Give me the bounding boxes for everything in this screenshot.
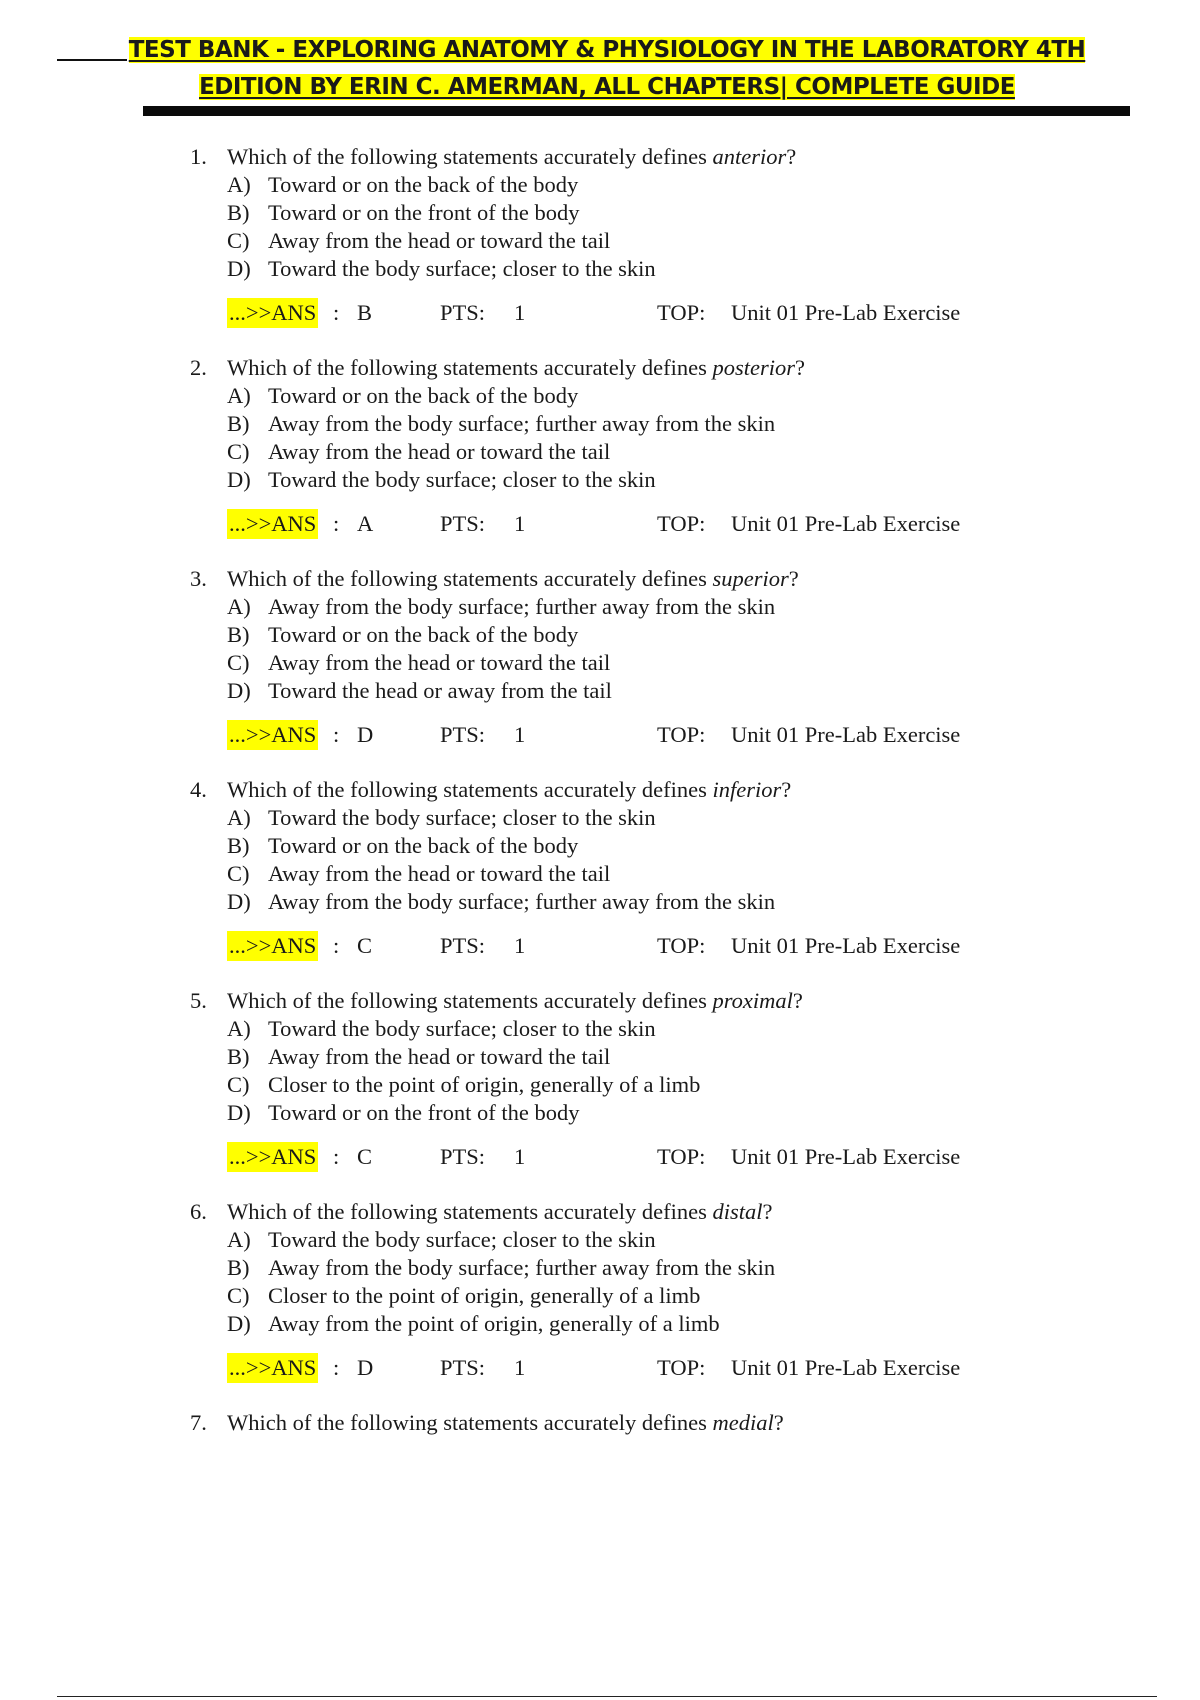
option-item [227, 1099, 1090, 1127]
option-item [227, 466, 1090, 494]
answer-row [227, 298, 1090, 328]
option-letter: C) [227, 228, 250, 253]
question-suffix: ? [794, 355, 805, 380]
question-item [190, 564, 1090, 750]
answer-value: D [357, 722, 374, 747]
title-line-2: EDITION BY ERIN C. AMERMAN, ALL CHAPTERS| COMPLETE GUIDE [199, 74, 1015, 100]
question-prefix: Which of the following statements accurately defines [227, 144, 713, 169]
option-letter: A) [227, 1227, 251, 1252]
answer-colon: : [333, 1355, 340, 1380]
points-value: 1 [514, 933, 526, 958]
question-text [227, 1197, 772, 1226]
topic-value: Unit 01 Pre-Lab Exercise [731, 300, 961, 325]
option-item [227, 621, 1090, 649]
option-list [227, 1226, 1090, 1338]
option-item [227, 1254, 1090, 1282]
question-prefix: Which of the following statements accurately defines [227, 777, 713, 802]
question-stem [190, 1197, 1090, 1226]
option-item [227, 593, 1090, 621]
option-item [227, 199, 1090, 227]
question-prefix: Which of the following statements accurately defines [227, 988, 713, 1013]
option-item [227, 677, 1090, 705]
answer-colon: : [333, 1144, 340, 1169]
option-letter: B) [227, 411, 250, 436]
option-text: Toward the body surface; closer to the skin [268, 467, 656, 492]
answer-label: ...>>ANS [227, 1353, 318, 1383]
answer-label: ...>>ANS [227, 931, 318, 961]
option-text: Away from the head or toward the tail [268, 861, 611, 886]
answer-colon: : [333, 933, 340, 958]
option-item [227, 410, 1090, 438]
question-suffix: ? [788, 566, 799, 591]
option-text: Away from the head or toward the tail [268, 1044, 611, 1069]
question-number: 3. [190, 566, 207, 591]
topic-value: Unit 01 Pre-Lab Exercise [731, 1144, 961, 1169]
question-term: posterior [712, 355, 795, 380]
option-letter: A) [227, 594, 251, 619]
option-letter: A) [227, 383, 251, 408]
question-suffix: ? [786, 144, 797, 169]
option-text: Away from the head or toward the tail [268, 650, 611, 675]
option-item [227, 1071, 1090, 1099]
answer-colon: : [333, 722, 340, 747]
points-label: PTS: [440, 1144, 486, 1169]
question-text [227, 353, 805, 382]
footer-rule [57, 1696, 1157, 1697]
question-prefix: Which of the following statements accurately defines [227, 355, 713, 380]
question-prefix: Which of the following statements accurately defines [227, 1410, 713, 1435]
option-item [227, 382, 1090, 410]
points-label: PTS: [440, 933, 486, 958]
points-value: 1 [514, 300, 526, 325]
points-label: PTS: [440, 300, 486, 325]
question-text [227, 142, 796, 171]
answer-value: C [357, 1144, 373, 1169]
question-number: 6. [190, 1199, 207, 1224]
option-text: Toward the head or away from the tail [268, 678, 612, 703]
answer-value: A [357, 511, 374, 536]
option-letter: D) [227, 1311, 251, 1336]
answer-colon: : [333, 300, 340, 325]
question-item [190, 986, 1090, 1172]
question-text [227, 775, 791, 804]
option-text: Closer to the point of origin, generally of a limb [268, 1072, 701, 1097]
answer-value: B [357, 300, 373, 325]
option-item [227, 227, 1090, 255]
option-text: Toward or on the back of the body [268, 622, 579, 647]
question-suffix: ? [762, 1199, 773, 1224]
option-text: Toward or on the front of the body [268, 1100, 580, 1125]
option-list [227, 171, 1090, 283]
question-number: 5. [190, 988, 207, 1013]
topic-value: Unit 01 Pre-Lab Exercise [731, 511, 961, 536]
topic-label: TOP: [657, 300, 706, 325]
option-letter: D) [227, 889, 251, 914]
topic-label: TOP: [657, 933, 706, 958]
option-text: Away from the body surface; further away from the skin [268, 889, 776, 914]
option-letter: D) [227, 256, 251, 281]
option-text: Toward or on the back of the body [268, 383, 579, 408]
option-text: Away from the body surface; further away from the skin [268, 411, 776, 436]
question-term: distal [712, 1199, 763, 1224]
title-line-1: TEST BANK - EXPLORING ANATOMY & PHYSIOLOGY IN THE LABORATORY 4TH [128, 37, 1086, 63]
option-item [227, 1310, 1090, 1338]
answer-value: D [357, 1355, 374, 1380]
question-suffix: ? [773, 1410, 784, 1435]
topic-label: TOP: [657, 1144, 706, 1169]
option-list [227, 804, 1090, 916]
option-text: Toward the body surface; closer to the skin [268, 1227, 656, 1252]
option-list [227, 593, 1090, 705]
question-text [227, 564, 799, 593]
option-letter: B) [227, 200, 250, 225]
question-item [190, 1408, 1090, 1437]
option-item [227, 860, 1090, 888]
points-value: 1 [514, 1355, 526, 1380]
answer-row [227, 509, 1090, 539]
question-number: 2. [190, 355, 207, 380]
option-item [227, 1015, 1090, 1043]
question-suffix: ? [781, 777, 792, 802]
option-letter: A) [227, 172, 251, 197]
option-item [227, 1282, 1090, 1310]
topic-label: TOP: [657, 722, 706, 747]
question-item [190, 142, 1090, 328]
option-letter: C) [227, 1072, 250, 1097]
question-number: 7. [190, 1410, 207, 1435]
question-text [227, 986, 803, 1015]
points-label: PTS: [440, 511, 486, 536]
topic-label: TOP: [657, 511, 706, 536]
question-term: inferior [712, 777, 782, 802]
title-divider-bar [143, 106, 1130, 116]
question-stem [190, 353, 1090, 382]
answer-row [227, 1142, 1090, 1172]
option-letter: B) [227, 622, 250, 647]
question-term: superior [712, 566, 789, 591]
option-text: Closer to the point of origin, generally of a limb [268, 1283, 701, 1308]
question-stem [190, 986, 1090, 1015]
points-value: 1 [514, 1144, 526, 1169]
answer-colon: : [333, 511, 340, 536]
option-text: Away from the head or toward the tail [268, 439, 611, 464]
option-letter: B) [227, 833, 250, 858]
option-text: Toward the body surface; closer to the skin [268, 1016, 656, 1041]
question-stem [190, 775, 1090, 804]
topic-value: Unit 01 Pre-Lab Exercise [731, 722, 961, 747]
option-text: Away from the body surface; further away from the skin [268, 1255, 776, 1280]
topic-label: TOP: [657, 1355, 706, 1380]
option-text: Toward the body surface; closer to the skin [268, 256, 656, 281]
points-value: 1 [514, 511, 526, 536]
question-stem [190, 142, 1090, 171]
option-item [227, 1226, 1090, 1254]
question-number: 1. [190, 144, 207, 169]
answer-label: ...>>ANS [227, 1142, 318, 1172]
option-item [227, 888, 1090, 916]
answer-label: ...>>ANS [227, 720, 318, 750]
points-value: 1 [514, 722, 526, 747]
topic-value: Unit 01 Pre-Lab Exercise [731, 1355, 961, 1380]
answer-row [227, 720, 1090, 750]
question-prefix: Which of the following statements accurately defines [227, 566, 713, 591]
question-stem [190, 564, 1090, 593]
option-text: Away from the body surface; further away from the skin [268, 594, 776, 619]
option-list [227, 382, 1090, 494]
page-title [57, 32, 1157, 106]
question-number: 4. [190, 777, 207, 802]
question-item [190, 775, 1090, 961]
option-letter: C) [227, 650, 250, 675]
option-letter: D) [227, 678, 251, 703]
answer-value: C [357, 933, 373, 958]
answer-label: ...>>ANS [227, 509, 318, 539]
option-item [227, 804, 1090, 832]
option-letter: B) [227, 1255, 250, 1280]
option-text: Toward or on the front of the body [268, 200, 580, 225]
points-label: PTS: [440, 722, 486, 747]
answer-label: ...>>ANS [227, 298, 318, 328]
option-item [227, 1043, 1090, 1071]
option-text: Away from the head or toward the tail [268, 228, 611, 253]
option-text: Away from the point of origin, generally of a limb [268, 1311, 720, 1336]
option-item [227, 832, 1090, 860]
question-item [190, 1197, 1090, 1383]
points-label: PTS: [440, 1355, 486, 1380]
option-item [227, 438, 1090, 466]
question-term: medial [712, 1410, 774, 1435]
option-letter: D) [227, 1100, 251, 1125]
question-text [227, 1408, 784, 1437]
option-item [227, 171, 1090, 199]
option-item [227, 649, 1090, 677]
question-suffix: ? [792, 988, 803, 1013]
question-stem [190, 1408, 1090, 1437]
option-letter: A) [227, 1016, 251, 1041]
option-text: Toward or on the back of the body [268, 172, 579, 197]
option-list [227, 1015, 1090, 1127]
option-text: Toward the body surface; closer to the skin [268, 805, 656, 830]
option-letter: C) [227, 1283, 250, 1308]
option-letter: C) [227, 439, 250, 464]
answer-row [227, 931, 1090, 961]
option-letter: A) [227, 805, 251, 830]
option-letter: C) [227, 861, 250, 886]
option-letter: D) [227, 467, 251, 492]
question-list [190, 142, 1090, 1437]
question-term: proximal [712, 988, 793, 1013]
question-term: anterior [712, 144, 787, 169]
topic-value: Unit 01 Pre-Lab Exercise [731, 933, 961, 958]
question-item [190, 353, 1090, 539]
option-letter: B) [227, 1044, 250, 1069]
answer-row [227, 1353, 1090, 1383]
option-text: Toward or on the back of the body [268, 833, 579, 858]
question-prefix: Which of the following statements accurately defines [227, 1199, 713, 1224]
option-item [227, 255, 1090, 283]
